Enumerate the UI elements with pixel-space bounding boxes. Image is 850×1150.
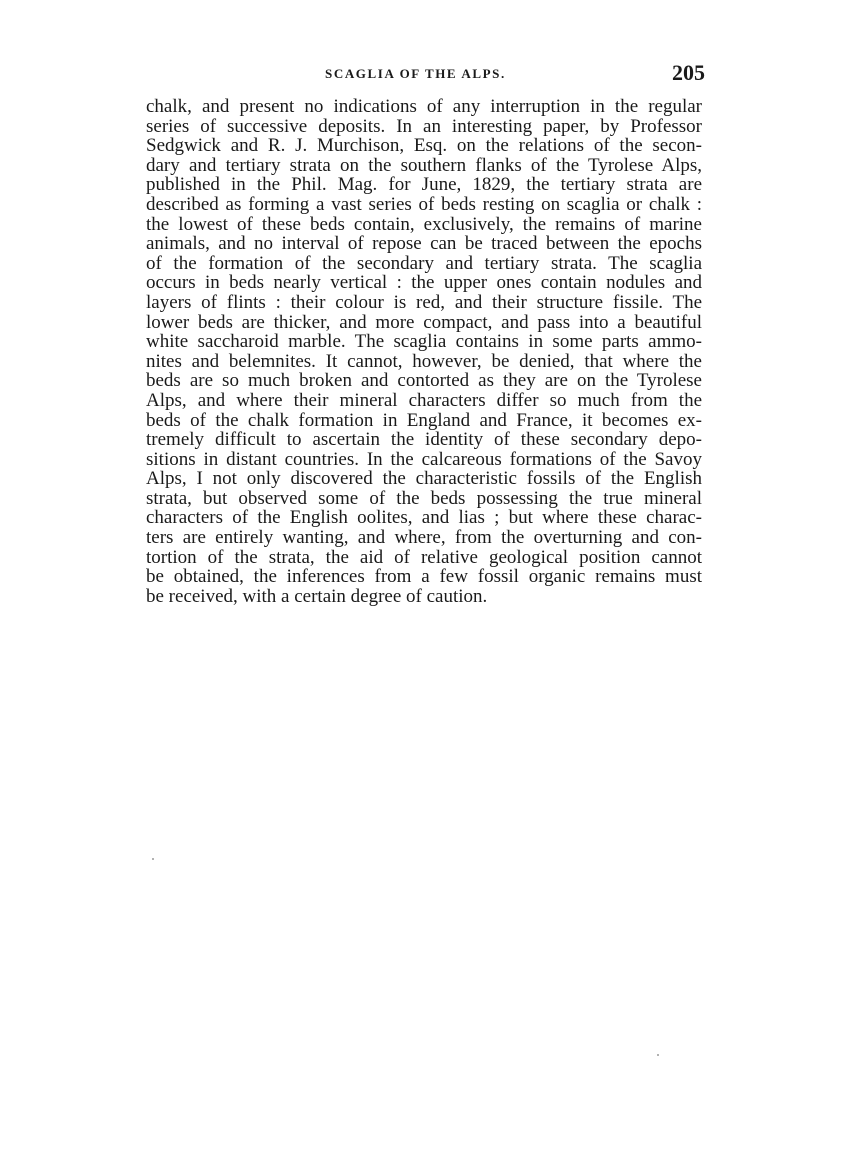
page-number: 205	[672, 60, 705, 85]
paper-speck	[152, 858, 154, 860]
text-line: white saccharoid marble. The scaglia contains in some parts ammo-	[146, 331, 702, 353]
text-line: Alps, and where their mineral characters differ so much from the	[146, 389, 702, 411]
text-line: animals, and no interval of repose can be traced between the epochs	[146, 233, 702, 255]
text-line: sitions in distant countries. In the calcareous formations of the Savoy	[146, 448, 702, 470]
text-line: tortion of the strata, the aid of relative geological position cannot	[146, 546, 702, 568]
text-line: series of successive deposits. In an interesting paper, by Professor	[146, 115, 702, 137]
text-line: beds of the chalk formation in England and France, it becomes ex-	[146, 409, 702, 431]
text-line: characters of the English oolites, and lias ; but where these charac-	[146, 507, 702, 529]
text-line: dary and tertiary strata on the southern flanks of the Tyrolese Alps,	[146, 154, 702, 176]
running-title: SCAGLIA OF THE ALPS.	[325, 66, 506, 81]
text-line: chalk, and present no indications of any interruption in the regular	[146, 96, 702, 117]
text-line: be obtained, the inferences from a few fossil organic remains must	[146, 566, 702, 588]
text-line: nites and belemnites. It cannot, however, be denied, that where the	[146, 350, 702, 372]
text-line: Sedgwick and R. J. Murchison, Esq. on the relations of the secon-	[146, 135, 702, 157]
text-line: of the formation of the secondary and tertiary strata. The scaglia	[146, 252, 702, 274]
text-line: layers of flints : their colour is red, and their structure fissile. The	[146, 291, 702, 313]
paper-speck	[657, 1054, 659, 1056]
body-paragraph	[146, 97, 702, 606]
text-line: tremely difficult to ascertain the identity of these secondary depo-	[146, 429, 702, 451]
text-line: beds are so much broken and contorted as they are on the Tyrolese	[146, 370, 702, 392]
text-line: lower beds are thicker, and more compact, and pass into a beautiful	[146, 311, 702, 333]
text-line: published in the Phil. Mag. for June, 1829, the tertiary strata are	[146, 174, 702, 196]
text-line: ters are entirely wanting, and where, from the overturning and con-	[146, 527, 702, 549]
text-line: strata, but observed some of the beds possessing the true mineral	[146, 487, 702, 509]
text-line: Alps, I not only discovered the characteristic fossils of the English	[146, 468, 702, 490]
running-head	[145, 60, 705, 86]
text-line: occurs in beds nearly vertical : the upper ones contain nodules and	[146, 272, 702, 294]
text-line: described as forming a vast series of beds resting on scaglia or chalk :	[146, 193, 702, 215]
text-line-last: be received, with a certain degree of caution.	[146, 585, 488, 607]
text-line: the lowest of these beds contain, exclusively, the remains of marine	[146, 213, 702, 235]
